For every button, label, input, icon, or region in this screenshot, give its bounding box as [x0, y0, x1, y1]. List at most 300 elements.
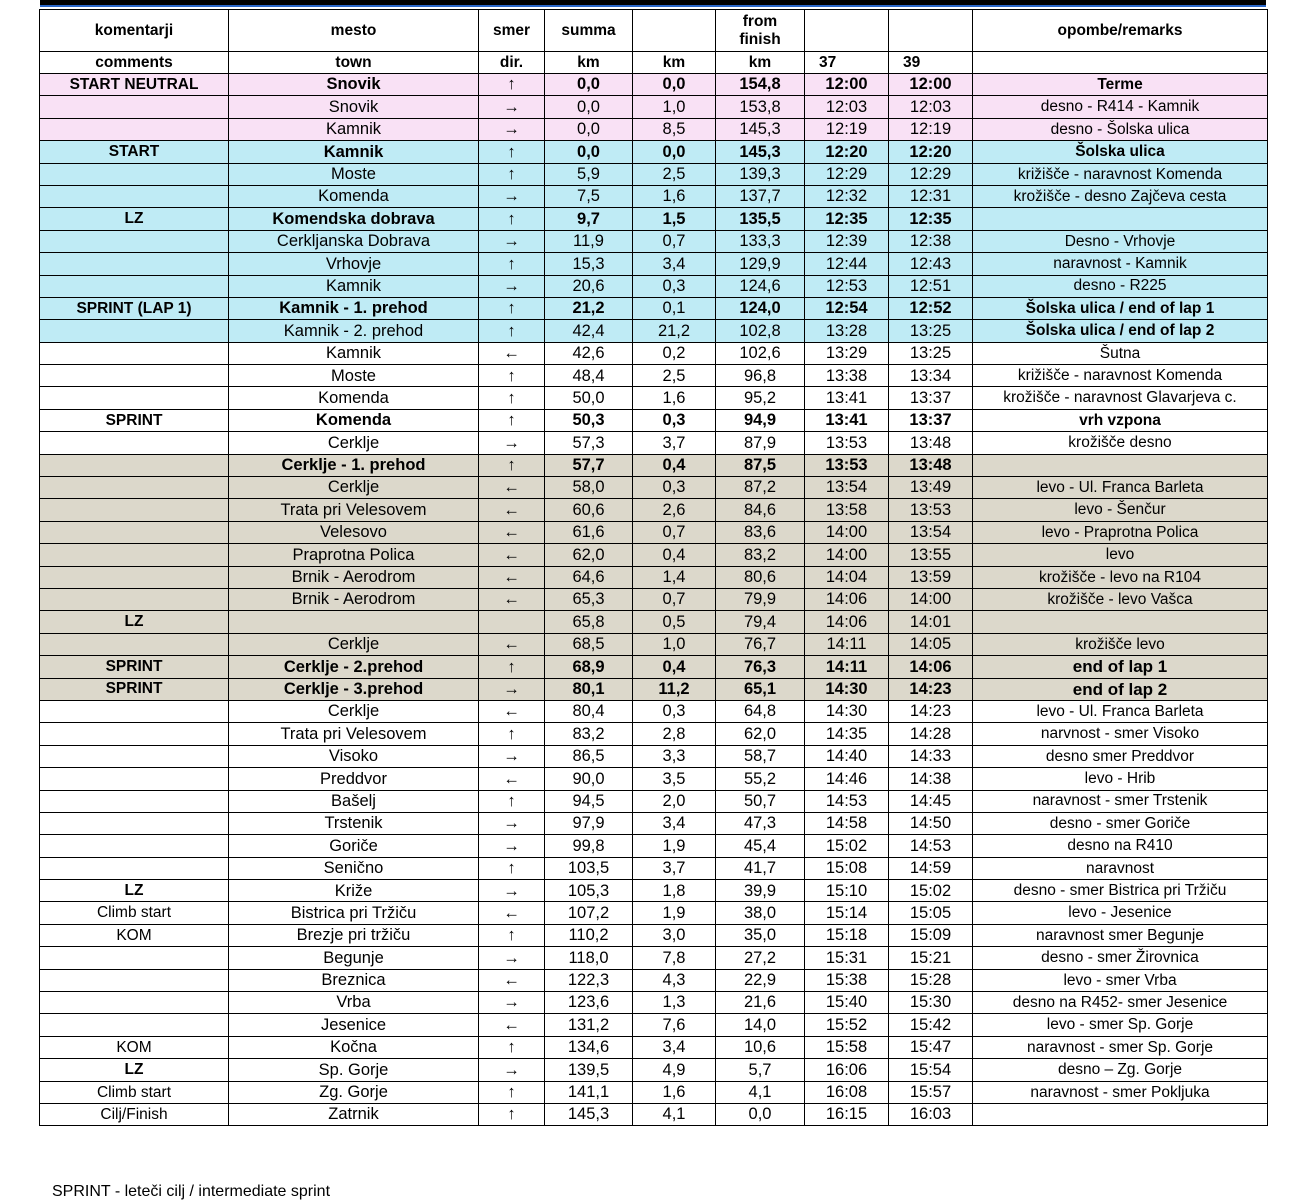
direction-cell: ↑ — [479, 454, 545, 476]
remark-cell: levo - smer Sp. Gorje — [973, 1014, 1268, 1036]
from-finish-cell: 153,8 — [716, 96, 805, 118]
time-37-cell: 12:39 — [805, 230, 889, 252]
time-39-cell: 14:23 — [889, 678, 973, 700]
sum-km-cell: 105,3 — [545, 880, 633, 902]
time-37-cell: 15:10 — [805, 880, 889, 902]
time-39-cell: 13:48 — [889, 454, 973, 476]
remark-cell: Desno - Vrhovje — [973, 230, 1268, 252]
direction-cell: → — [479, 275, 545, 297]
town-cell: Cerklje — [229, 432, 479, 454]
direction-cell: → — [479, 992, 545, 1014]
table-row — [40, 611, 1268, 633]
remark-cell: desno na R410 — [973, 835, 1268, 857]
town-cell: Trata pri Velesovem — [229, 723, 479, 745]
from-finish-cell: 64,8 — [716, 700, 805, 722]
town-cell: Snovik — [229, 96, 479, 118]
direction-cell: ↑ — [479, 74, 545, 96]
table-row — [40, 275, 1268, 297]
time-39-cell: 14:38 — [889, 768, 973, 790]
table-row — [40, 588, 1268, 610]
km-cell: 1,9 — [633, 835, 716, 857]
direction-cell: ← — [479, 902, 545, 924]
table-row — [40, 723, 1268, 745]
remark-cell: desno - smer Goriče — [973, 812, 1268, 834]
itinerary-body — [40, 10, 1268, 1126]
km-cell: 1,6 — [633, 1081, 716, 1103]
km-cell: 0,3 — [633, 409, 716, 431]
sum-km-cell: 50,3 — [545, 409, 633, 431]
km-cell: 0,1 — [633, 297, 716, 319]
direction-cell: ↑ — [479, 1103, 545, 1125]
sum-km-cell: 0,0 — [545, 96, 633, 118]
time-37-cell: 13:41 — [805, 387, 889, 409]
sum-km-cell: 122,3 — [545, 969, 633, 991]
sum-km-cell: 61,6 — [545, 521, 633, 543]
km-cell: 0,4 — [633, 454, 716, 476]
direction-cell: → — [479, 96, 545, 118]
header-speed-39: 39 — [889, 52, 973, 74]
remark-cell: desno – Zg. Gorje — [973, 1059, 1268, 1081]
direction-cell: → — [479, 185, 545, 207]
direction-cell: → — [479, 678, 545, 700]
time-39-cell: 13:59 — [889, 566, 973, 588]
comment-cell: LZ — [40, 611, 229, 633]
header-dir-si: smer — [479, 10, 545, 52]
remark-cell: vrh vzpona — [973, 409, 1268, 431]
from-finish-cell: 87,2 — [716, 477, 805, 499]
table-row — [40, 208, 1268, 230]
time-37-cell: 15:52 — [805, 1014, 889, 1036]
footer-legend: SPRINT - leteči cilj / intermediate sprint — [52, 1183, 331, 1200]
table-row — [40, 924, 1268, 946]
comment-cell — [40, 365, 229, 387]
remark-cell: naravnost — [973, 857, 1268, 879]
comment-cell: SPRINT — [40, 656, 229, 678]
comment-cell: Cilj/Finish — [40, 1103, 229, 1125]
direction-cell: ↑ — [479, 297, 545, 319]
comment-cell — [40, 477, 229, 499]
from-finish-cell: 137,7 — [716, 185, 805, 207]
time-39-cell: 14:00 — [889, 588, 973, 610]
comment-cell — [40, 992, 229, 1014]
table-row — [40, 992, 1268, 1014]
direction-cell: ↑ — [479, 790, 545, 812]
time-39-cell: 12:43 — [889, 253, 973, 275]
comment-cell — [40, 969, 229, 991]
comment-cell — [40, 163, 229, 185]
direction-cell: ← — [479, 969, 545, 991]
time-37-cell: 12:29 — [805, 163, 889, 185]
remark-cell: naravnost smer Begunje — [973, 924, 1268, 946]
town-cell: Kamnik - 1. prehod — [229, 297, 479, 319]
town-cell: Cerkljanska Dobrava — [229, 230, 479, 252]
town-cell: Kamnik — [229, 275, 479, 297]
sum-km-cell: 80,1 — [545, 678, 633, 700]
comment-cell — [40, 320, 229, 342]
header-dir-en: dir. — [479, 52, 545, 74]
km-cell: 1,9 — [633, 902, 716, 924]
from-finish-cell: 94,9 — [716, 409, 805, 431]
table-row — [40, 790, 1268, 812]
sum-km-cell: 65,3 — [545, 588, 633, 610]
remark-cell: narvnost - smer Visoko — [973, 723, 1268, 745]
direction-cell: ← — [479, 521, 545, 543]
town-cell: Moste — [229, 163, 479, 185]
remark-cell: Šolska ulica / end of lap 1 — [973, 297, 1268, 319]
remark-cell: end of lap 1 — [973, 656, 1268, 678]
town-cell: Begunje — [229, 947, 479, 969]
town-cell: Vrhovje — [229, 253, 479, 275]
town-cell: Jesenice — [229, 1014, 479, 1036]
town-cell: Visoko — [229, 745, 479, 767]
km-cell: 0,0 — [633, 74, 716, 96]
direction-cell: → — [479, 1059, 545, 1081]
km-cell: 0,7 — [633, 230, 716, 252]
town-cell: Komenda — [229, 387, 479, 409]
direction-cell: ↑ — [479, 409, 545, 431]
sum-km-cell: 107,2 — [545, 902, 633, 924]
time-37-cell: 12:44 — [805, 253, 889, 275]
sum-km-cell: 68,5 — [545, 633, 633, 655]
from-finish-cell: 96,8 — [716, 365, 805, 387]
town-cell: Komenda — [229, 185, 479, 207]
comment-cell — [40, 700, 229, 722]
km-cell: 3,0 — [633, 924, 716, 946]
remark-cell: desno - smer Bistrica pri Tržiču — [973, 880, 1268, 902]
remark-cell: desno - R414 - Kamnik — [973, 96, 1268, 118]
header-town-en: town — [229, 52, 479, 74]
sum-km-cell: 57,7 — [545, 454, 633, 476]
time-39-cell: 14:53 — [889, 835, 973, 857]
sum-km-cell: 80,4 — [545, 700, 633, 722]
direction-cell: ↑ — [479, 1036, 545, 1058]
km-cell: 1,6 — [633, 387, 716, 409]
table-row — [40, 835, 1268, 857]
town-cell: Cerklje — [229, 700, 479, 722]
remark-cell: desno - Šolska ulica — [973, 118, 1268, 140]
table-row — [40, 118, 1268, 140]
km-cell: 0,0 — [633, 141, 716, 163]
from-finish-cell: 135,5 — [716, 208, 805, 230]
sum-km-cell: 123,6 — [545, 992, 633, 1014]
sum-km-cell: 134,6 — [545, 1036, 633, 1058]
town-cell: Goriče — [229, 835, 479, 857]
km-cell: 7,6 — [633, 1014, 716, 1036]
header-time-blank-1 — [805, 10, 889, 52]
time-37-cell: 12:00 — [805, 74, 889, 96]
remark-cell: levo — [973, 544, 1268, 566]
time-37-cell: 14:40 — [805, 745, 889, 767]
km-cell: 21,2 — [633, 320, 716, 342]
km-cell: 1,8 — [633, 880, 716, 902]
from-finish-cell: 0,0 — [716, 1103, 805, 1125]
comment-cell — [40, 1014, 229, 1036]
comment-cell — [40, 118, 229, 140]
town-cell: Snovik — [229, 74, 479, 96]
town-cell: Bašelj — [229, 790, 479, 812]
from-finish-cell: 35,0 — [716, 924, 805, 946]
comment-cell — [40, 947, 229, 969]
from-finish-cell: 124,0 — [716, 297, 805, 319]
time-39-cell: 15:47 — [889, 1036, 973, 1058]
town-cell: Brnik - Aerodrom — [229, 566, 479, 588]
remark-cell: desno na R452- smer Jesenice — [973, 992, 1268, 1014]
town-cell: Moste — [229, 365, 479, 387]
km-cell: 0,4 — [633, 544, 716, 566]
header-from-finish — [716, 10, 805, 52]
table-row — [40, 454, 1268, 476]
km-cell: 0,3 — [633, 477, 716, 499]
from-finish-cell: 65,1 — [716, 678, 805, 700]
sum-km-cell: 64,6 — [545, 566, 633, 588]
from-finish-cell: 55,2 — [716, 768, 805, 790]
sum-km-cell: 97,9 — [545, 812, 633, 834]
from-finish-cell: 154,8 — [716, 74, 805, 96]
direction-cell: ↑ — [479, 253, 545, 275]
comment-cell — [40, 185, 229, 207]
table-row — [40, 297, 1268, 319]
remark-cell: levo - Šenčur — [973, 499, 1268, 521]
town-cell: Komenda — [229, 409, 479, 431]
comment-cell — [40, 387, 229, 409]
table-row — [40, 499, 1268, 521]
time-37-cell: 14:06 — [805, 611, 889, 633]
header-remarks-blank — [973, 52, 1268, 74]
comment-cell — [40, 230, 229, 252]
from-finish-cell: 4,1 — [716, 1081, 805, 1103]
comment-cell — [40, 588, 229, 610]
km-cell: 0,3 — [633, 700, 716, 722]
remark-cell: križišče - naravnost Komenda — [973, 163, 1268, 185]
km-cell: 1,4 — [633, 566, 716, 588]
from-finish-cell: 5,7 — [716, 1059, 805, 1081]
from-finish-cell: 79,4 — [716, 611, 805, 633]
town-cell: Trata pri Velesovem — [229, 499, 479, 521]
header-sum: summa — [545, 10, 633, 52]
table-row — [40, 947, 1268, 969]
time-37-cell: 13:53 — [805, 454, 889, 476]
sum-km-cell: 103,5 — [545, 857, 633, 879]
comment-cell — [40, 521, 229, 543]
from-finish-cell: 14,0 — [716, 1014, 805, 1036]
remark-cell: naravnost - smer Trstenik — [973, 790, 1268, 812]
remark-cell: krožišče levo — [973, 633, 1268, 655]
time-39-cell: 12:00 — [889, 74, 973, 96]
km-cell: 0,3 — [633, 275, 716, 297]
km-cell: 1,0 — [633, 96, 716, 118]
time-37-cell: 12:19 — [805, 118, 889, 140]
town-cell: Preddvor — [229, 768, 479, 790]
table-row — [40, 96, 1268, 118]
direction-cell: ← — [479, 566, 545, 588]
from-finish-cell: 102,8 — [716, 320, 805, 342]
from-finish-cell: 50,7 — [716, 790, 805, 812]
table-row — [40, 633, 1268, 655]
from-finish-cell: 58,7 — [716, 745, 805, 767]
table-row — [40, 141, 1268, 163]
remark-cell: krožišče - levo Vašca — [973, 588, 1268, 610]
direction-cell: ↑ — [479, 857, 545, 879]
km-cell: 1,6 — [633, 185, 716, 207]
sum-km-cell: 83,2 — [545, 723, 633, 745]
direction-cell: ↑ — [479, 320, 545, 342]
time-37-cell: 12:35 — [805, 208, 889, 230]
direction-cell: ↑ — [479, 723, 545, 745]
from-finish-cell: 129,9 — [716, 253, 805, 275]
direction-cell: → — [479, 812, 545, 834]
from-finish-cell: 84,6 — [716, 499, 805, 521]
table-row — [40, 342, 1268, 364]
direction-cell: → — [479, 880, 545, 902]
direction-cell: ← — [479, 1014, 545, 1036]
km-cell: 1,5 — [633, 208, 716, 230]
km-cell: 2,5 — [633, 365, 716, 387]
time-39-cell: 13:25 — [889, 342, 973, 364]
time-37-cell: 13:29 — [805, 342, 889, 364]
km-cell: 11,2 — [633, 678, 716, 700]
remark-cell — [973, 611, 1268, 633]
comment-cell: Climb start — [40, 902, 229, 924]
time-37-cell: 14:06 — [805, 588, 889, 610]
sum-km-cell: 0,0 — [545, 141, 633, 163]
remark-cell: naravnost - Kamnik — [973, 253, 1268, 275]
comment-cell — [40, 253, 229, 275]
time-39-cell: 13:49 — [889, 477, 973, 499]
time-39-cell: 14:06 — [889, 656, 973, 678]
km-cell: 3,7 — [633, 432, 716, 454]
table-row — [40, 656, 1268, 678]
comment-cell: KOM — [40, 1036, 229, 1058]
time-39-cell: 12:29 — [889, 163, 973, 185]
sum-km-cell: 42,6 — [545, 342, 633, 364]
time-37-cell: 14:58 — [805, 812, 889, 834]
direction-cell: → — [479, 835, 545, 857]
remark-cell: desno - R225 — [973, 275, 1268, 297]
time-37-cell: 14:53 — [805, 790, 889, 812]
time-37-cell: 16:08 — [805, 1081, 889, 1103]
remark-cell — [973, 1103, 1268, 1125]
time-37-cell: 15:14 — [805, 902, 889, 924]
time-39-cell: 12:52 — [889, 297, 973, 319]
from-finish-cell: 80,6 — [716, 566, 805, 588]
sum-km-cell: 0,0 — [545, 74, 633, 96]
town-cell: Brnik - Aerodrom — [229, 588, 479, 610]
town-cell: Kamnik — [229, 342, 479, 364]
time-39-cell: 15:02 — [889, 880, 973, 902]
sum-km-cell: 68,9 — [545, 656, 633, 678]
itinerary-table — [39, 9, 1268, 1126]
sum-km-cell: 58,0 — [545, 477, 633, 499]
direction-cell: ← — [479, 768, 545, 790]
time-37-cell: 13:53 — [805, 432, 889, 454]
time-39-cell: 14:33 — [889, 745, 973, 767]
from-finish-cell: 21,6 — [716, 992, 805, 1014]
table-row — [40, 432, 1268, 454]
time-37-cell: 12:53 — [805, 275, 889, 297]
km-cell: 0,5 — [633, 611, 716, 633]
time-39-cell: 12:35 — [889, 208, 973, 230]
km-cell: 3,5 — [633, 768, 716, 790]
from-finish-cell: 145,3 — [716, 118, 805, 140]
km-cell: 0,2 — [633, 342, 716, 364]
sum-km-cell: 50,0 — [545, 387, 633, 409]
comment-cell — [40, 790, 229, 812]
time-39-cell: 14:28 — [889, 723, 973, 745]
remark-cell: levo - Ul. Franca Barleta — [973, 477, 1268, 499]
from-finish-cell: 47,3 — [716, 812, 805, 834]
sum-km-cell: 86,5 — [545, 745, 633, 767]
time-37-cell: 12:03 — [805, 96, 889, 118]
town-cell: Trstenik — [229, 812, 479, 834]
remark-cell: levo - Ul. Franca Barleta — [973, 700, 1268, 722]
table-row — [40, 857, 1268, 879]
km-cell: 1,0 — [633, 633, 716, 655]
time-37-cell: 15:02 — [805, 835, 889, 857]
town-cell: Cerklje — [229, 633, 479, 655]
comment-cell: START NEUTRAL — [40, 74, 229, 96]
table-row — [40, 544, 1268, 566]
sum-km-cell: 9,7 — [545, 208, 633, 230]
table-row — [40, 253, 1268, 275]
km-cell: 3,4 — [633, 812, 716, 834]
sum-km-cell: 60,6 — [545, 499, 633, 521]
km-cell: 1,3 — [633, 992, 716, 1014]
time-39-cell: 13:25 — [889, 320, 973, 342]
sum-km-cell: 48,4 — [545, 365, 633, 387]
time-39-cell: 13:55 — [889, 544, 973, 566]
km-cell: 2,5 — [633, 163, 716, 185]
time-37-cell: 13:41 — [805, 409, 889, 431]
sum-km-cell: 90,0 — [545, 768, 633, 790]
comment-cell: LZ — [40, 208, 229, 230]
time-39-cell: 15:30 — [889, 992, 973, 1014]
table-row — [40, 477, 1268, 499]
sum-km-cell: 11,9 — [545, 230, 633, 252]
km-cell: 4,9 — [633, 1059, 716, 1081]
remark-cell: desno smer Preddvor — [973, 745, 1268, 767]
direction-cell: ↑ — [479, 208, 545, 230]
comment-cell: KOM — [40, 924, 229, 946]
time-39-cell: 13:37 — [889, 387, 973, 409]
town-cell: Cerklje - 2.prehod — [229, 656, 479, 678]
direction-cell: ← — [479, 342, 545, 364]
header-sum-km: km — [545, 52, 633, 74]
time-37-cell: 15:58 — [805, 1036, 889, 1058]
table-row — [40, 566, 1268, 588]
from-finish-cell: 38,0 — [716, 902, 805, 924]
header-finish-km: km — [716, 52, 805, 74]
time-39-cell: 15:09 — [889, 924, 973, 946]
header-km: km — [633, 52, 716, 74]
direction-cell: → — [479, 432, 545, 454]
time-37-cell: 14:30 — [805, 678, 889, 700]
comment-cell — [40, 768, 229, 790]
table-row — [40, 185, 1268, 207]
from-finish-cell: 39,9 — [716, 880, 805, 902]
from-finish-cell: 79,9 — [716, 588, 805, 610]
from-finish-cell: 87,5 — [716, 454, 805, 476]
from-finish-cell: 27,2 — [716, 947, 805, 969]
comment-cell — [40, 454, 229, 476]
time-39-cell: 13:48 — [889, 432, 973, 454]
sum-km-cell: 131,2 — [545, 1014, 633, 1036]
header-row-1 — [40, 10, 1268, 52]
time-39-cell: 12:51 — [889, 275, 973, 297]
town-cell: Zatrnik — [229, 1103, 479, 1125]
remark-cell: Šolska ulica / end of lap 2 — [973, 320, 1268, 342]
time-39-cell: 15:57 — [889, 1081, 973, 1103]
comment-cell — [40, 432, 229, 454]
